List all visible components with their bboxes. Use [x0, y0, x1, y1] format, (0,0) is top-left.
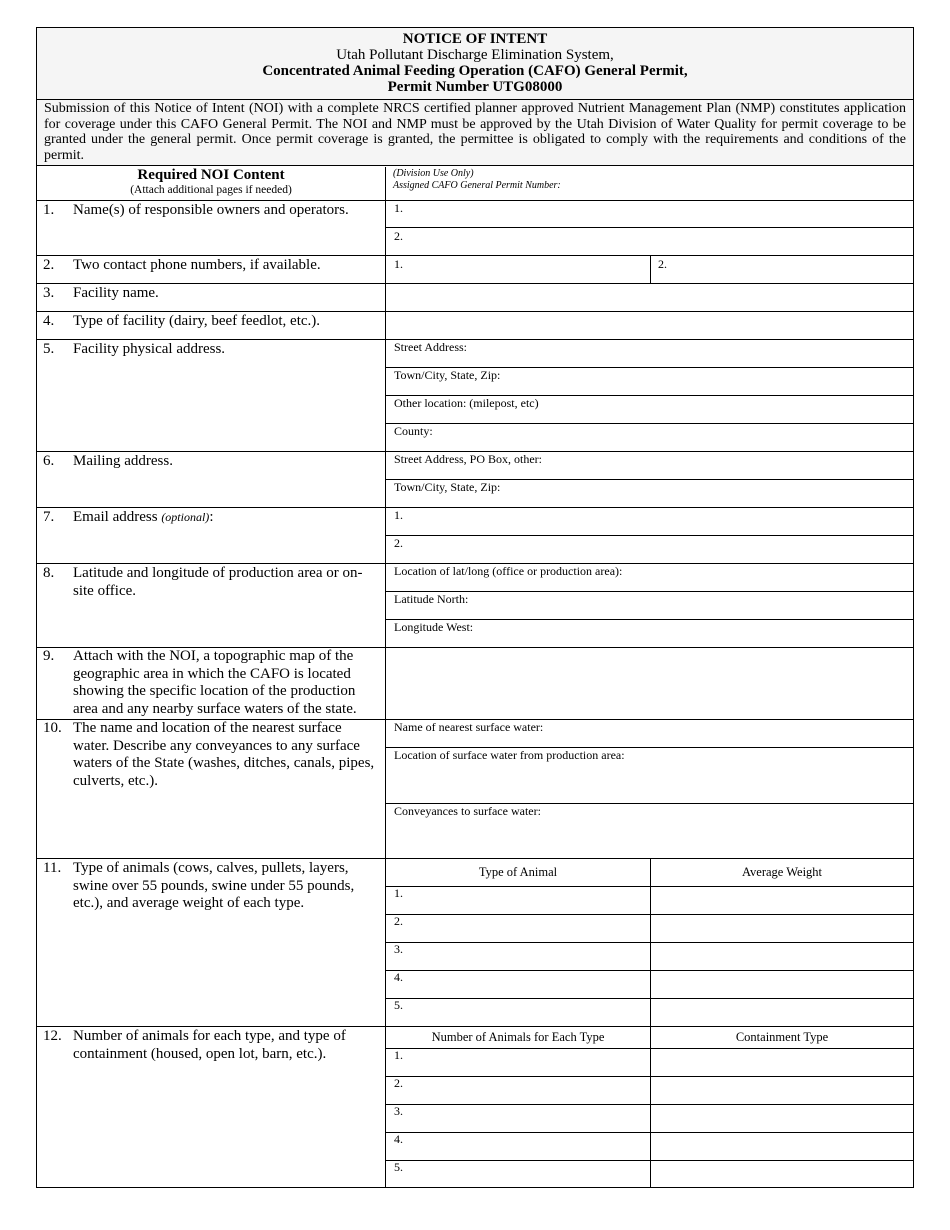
count-row-5[interactable]: 5.: [394, 1160, 403, 1174]
item-number: 3.: [43, 285, 55, 301]
item-text: Attach with the NOI, a topographic map of the geographic area in which the CAFO is located showing the specific location of the production area and any nearby surface waters of the state.: [73, 648, 357, 717]
row-separator: [37, 200, 913, 201]
table-row-separator: [385, 998, 913, 999]
item-text: Number of animals for each type, and type of containment (housed, open lot, barn, etc.).: [73, 1028, 346, 1062]
animal-row-3[interactable]: 3.: [394, 942, 403, 956]
other-location-field[interactable]: Other location: (milepost, etc): [394, 396, 539, 410]
count-row-2[interactable]: 2.: [394, 1076, 403, 1090]
field-divider: [650, 255, 651, 283]
count-row-1[interactable]: 1.: [394, 1048, 403, 1062]
colon: :: [209, 509, 214, 525]
table-row-separator: [385, 942, 913, 943]
row-separator: [37, 858, 913, 859]
item-text: Two contact phone numbers, if available.: [73, 257, 321, 273]
item-number: 2.: [43, 257, 55, 273]
item-number: 7.: [43, 509, 55, 525]
item-number: 4.: [43, 313, 55, 329]
table-column-divider: [650, 1026, 651, 1188]
item-2: [43, 257, 379, 275]
owner-1-field[interactable]: 1.: [394, 201, 403, 215]
mailing-town-field[interactable]: Town/City, State, Zip:: [394, 480, 501, 494]
table-row-separator: [385, 914, 913, 915]
item-text: Facility physical address.: [73, 341, 226, 357]
facility-type-field[interactable]: [386, 312, 913, 339]
division-use-label: (Division Use Only): [393, 168, 474, 179]
item-number: 5.: [43, 341, 55, 357]
noi-form: [36, 27, 914, 1188]
item-6: [43, 453, 379, 471]
item-text: Mailing address.: [73, 453, 173, 469]
required-content-subtitle: (Attach additional pages if needed): [130, 184, 292, 196]
item-10: [43, 720, 379, 790]
mailing-street-field[interactable]: Street Address, PO Box, other:: [394, 452, 542, 466]
form-title: NOTICE OF INTENT: [402, 31, 548, 47]
form-permit-name: Concentrated Animal Feeding Operation (CAFO) General Permit,: [262, 63, 688, 79]
table-row-separator: [385, 1104, 913, 1105]
row-separator: [37, 1026, 913, 1027]
table-row-separator: [385, 1160, 913, 1161]
animal-row-5[interactable]: 5.: [394, 998, 403, 1012]
field-separator: [385, 423, 913, 424]
table-row-separator: [385, 970, 913, 971]
item-4: [43, 313, 379, 331]
email-2-field[interactable]: 2.: [394, 536, 403, 550]
item-12: [43, 1028, 379, 1063]
division-use-box: [393, 168, 893, 192]
item-5: [43, 341, 379, 359]
item-11: [43, 860, 379, 913]
containment-type-column-header: Containment Type: [735, 1030, 829, 1044]
phone-2-field[interactable]: 2.: [658, 257, 667, 271]
item-3: [43, 285, 379, 303]
intro-paragraph: Submission of this Notice of Intent (NOI) with a complete NRCS certified planner approved Nutrient Management Plan (NMP) constitutes application for coverage under this CAFO General Permit. The NOI and NMP must be approved by the Utah Division of Water Quality for permit coverage to be granted under the general permit. Once permit coverage is granted, the permittee is obligated to comply with the requirements and conditions of the permit.: [37, 100, 913, 166]
surface-water-location-field[interactable]: Location of surface water from production area:: [394, 748, 625, 762]
conveyances-field[interactable]: Conveyances to surface water:: [394, 804, 541, 818]
form-header: [37, 28, 913, 100]
item-number: 9.: [43, 648, 55, 664]
animal-row-4[interactable]: 4.: [394, 970, 403, 984]
item-1: [43, 202, 379, 220]
phone-1-field[interactable]: 1.: [394, 257, 403, 271]
item-text: Latitude and longitude of production area or on-site office.: [73, 565, 363, 599]
row-separator: [37, 507, 913, 508]
item-number: 1.: [43, 202, 55, 218]
item-8: [43, 565, 379, 600]
average-weight-column-header: Average Weight: [741, 865, 823, 879]
item-text: Type of facility (dairy, beef feedlot, etc.).: [73, 313, 321, 329]
count-row-4[interactable]: 4.: [394, 1132, 403, 1146]
item-text: Name(s) of responsible owners and operators.: [73, 202, 349, 218]
item-text: Facility name.: [73, 285, 159, 301]
table-row-separator: [385, 886, 913, 887]
surface-water-name-field[interactable]: Name of nearest surface water:: [394, 720, 544, 734]
animal-type-column-header: Type of Animal: [478, 865, 558, 879]
item-number: 12.: [43, 1028, 62, 1044]
owner-2-field[interactable]: 2.: [394, 229, 403, 243]
town-city-field[interactable]: Town/City, State, Zip:: [394, 368, 501, 382]
item-number: 10.: [43, 720, 62, 736]
latitude-field[interactable]: Latitude North:: [394, 592, 469, 606]
row-separator: [37, 339, 913, 340]
latlong-location-field[interactable]: Location of lat/long (office or production area):: [394, 564, 623, 578]
count-row-3[interactable]: 3.: [394, 1104, 403, 1118]
table-row-separator: [385, 1048, 913, 1049]
animal-count-column-header: Number of Animals for Each Type: [431, 1030, 605, 1044]
longitude-field[interactable]: Longitude West:: [394, 620, 474, 634]
table-row-separator: [385, 1076, 913, 1077]
item-number: 8.: [43, 565, 55, 581]
field-separator: [385, 227, 913, 228]
email-1-field[interactable]: 1.: [394, 508, 403, 522]
item-7: [43, 509, 379, 527]
table-row-separator: [385, 1132, 913, 1133]
form-subtitle: Utah Pollutant Discharge Elimination System,: [336, 47, 614, 63]
animal-row-2[interactable]: 2.: [394, 914, 403, 928]
street-address-field[interactable]: Street Address:: [394, 340, 467, 354]
email-label: Email address: [73, 509, 162, 525]
item-number: 11.: [43, 860, 62, 876]
optional-label: (optional): [161, 510, 210, 524]
row-separator: [37, 255, 913, 256]
required-content-title: Required NOI Content: [137, 167, 285, 183]
county-field[interactable]: County:: [394, 424, 433, 438]
form-permit-number: Permit Number UTG08000: [387, 79, 563, 95]
topo-map-attachment-field[interactable]: [386, 648, 913, 719]
animal-row-1[interactable]: 1.: [394, 886, 403, 900]
item-text: [73, 509, 379, 527]
item-9: [43, 648, 379, 718]
item-text: Type of animals (cows, calves, pullets, layers, swine over 55 pounds, swine under 55 pounds, etc.), and average weight of each type.: [73, 860, 355, 911]
item-number: 6.: [43, 453, 55, 469]
column-header: [37, 167, 385, 200]
assigned-permit-number-label: Assigned CAFO General Permit Number:: [393, 180, 561, 191]
field-separator: [385, 535, 913, 536]
item-text: The name and location of the nearest surface water. Describe any conveyances to any surface waters of the State (washes, ditches, canals, pipes, culverts, etc.).: [73, 720, 375, 789]
facility-name-field[interactable]: [386, 284, 913, 311]
